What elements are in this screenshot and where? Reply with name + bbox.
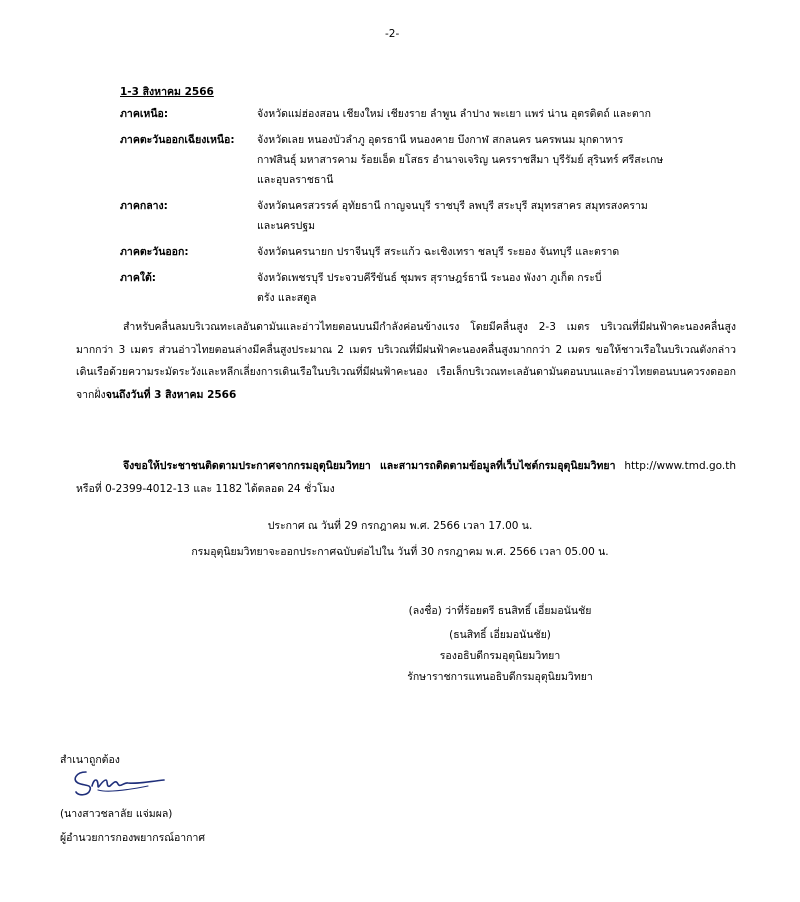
region-provinces-south-1: จังหวัดเพชรบุรี ประจวบคีรีขันธ์ ชุมพร สุราษฎร์ธานี ระนอง พังงา ภูเก็ต กระบี่ <box>257 272 602 284</box>
certified-position: ผู้อำนวยการกองพยากรณ์อากาศ <box>60 832 206 844</box>
region-name-central: ภาคกลาง: <box>120 200 168 212</box>
region-name-east: ภาคตะวันออก: <box>120 246 189 258</box>
region-name-north: ภาคเหนือ: <box>120 108 169 120</box>
follow-paragraph <box>76 455 736 500</box>
handwritten-signature <box>68 766 168 800</box>
region-name-south: ภาคใต้: <box>120 272 156 284</box>
signature-position-1: รองอธิบดีกรมอุตุนิยมวิทยา <box>439 650 561 662</box>
certified-name: (นางสาวชลาลัย แจ่มผล) <box>60 808 173 820</box>
signature-position-2: รักษาราชการแทนอธิบดีกรมอุตุนิยมวิทยา <box>407 671 593 683</box>
region-provinces-northeast-3: และอุบลราชธานี <box>257 174 334 186</box>
tmd-url-link[interactable]: http://www.tmd.go.th <box>624 460 736 472</box>
wave-paragraph <box>76 316 736 406</box>
region-provinces-northeast-2: กาฬสินธุ์ มหาสารคาม ร้อยเอ็ด ยโสธร อำนาจเจริญ นครราชสีมา บุรีรัมย์ สุรินทร์ ศรีสะเกษ <box>257 154 664 166</box>
certified-label: สำเนาถูกต้อง <box>60 754 120 766</box>
region-provinces-central-1: จังหวัดนครสวรรค์ อุทัยธานี กาญจนบุรี ราชบุรี ลพบุรี สระบุรี สมุทรสาคร สมุทรสงคราม <box>257 200 648 212</box>
follow-text: จึงขอให้ประชาชนติดตามประกาศจากกรมอุตุนิยมวิทยา และสามารถติดตามข้อมูลที่เว็บไซต์กรมอุตุนิยมวิทยา <box>123 460 616 472</box>
region-provinces-east: จังหวัดนครนายก ปราจีนบุรี สระแก้ว ฉะเชิงเทรา ชลบุรี ระยอง จันทบุรี และตราด <box>257 246 620 258</box>
announcement-date: ประกาศ ณ วันที่ 29 กรกฎาคม พ.ศ. 2566 เวลา 17.00 น. <box>267 520 533 532</box>
wave-date: จนถึงวันที่ 3 สิงหาคม 2566 <box>105 388 237 401</box>
region-name-northeast: ภาคตะวันออกเฉียงเหนือ: <box>120 134 235 146</box>
page-number: -2- <box>385 28 400 40</box>
region-provinces-south-2: ตรัง และสตูล <box>257 292 317 304</box>
signature-signed: (ลงชื่อ) ว่าที่ร้อยตรี ธนสิทธิ์ เอี่ยมอนันชัย <box>408 605 592 617</box>
date-heading: 1-3 สิงหาคม 2566 <box>120 86 214 98</box>
wave-text: สำหรับคลื่นลมบริเวณทะเลอันดามันและอ่าวไทยตอนบนมีกำลังค่อนข้างแรง โดยมีคลื่นสูง 2-3 เมตร บริเวณที่มีฝนฟ้าคะนองคลื่นสูงมากกว่า 3 เมตร ส่วนอ่าวไทยตอนล่างมีคลื่นสูงประมาณ 2 เมตร บริเวณที่มีฝนฟ้าคะนองคลื่นสูงมากกว่า 2 เมตร ขอให้ชาวเรือในบริเวณดังกล่าวเดินเรือด้วยความระมัดระวังและหลีกเลี่ยงการเดินเรือในบริเวณที่มีฝนฟ้าคะนอง เรือเล็กบริเวณทะเลอันดามันตอนบนและอ่าวไทยตอนบนควรงดออกจากฝั่ง <box>76 321 736 401</box>
next-announcement: กรมอุตุนิยมวิทยาจะออกประกาศฉบับต่อไปใน วันที่ 30 กรกฎาคม พ.ศ. 2566 เวลา 05.00 น. <box>191 546 609 558</box>
follow-contact: หรือที่ 0-2399-4012-13 และ 1182 ได้ตลอด 24 ชั่วโมง <box>76 482 335 495</box>
region-provinces-northeast-1: จังหวัดเลย หนองบัวลำภู อุดรธานี หนองคาย บึงกาฬ สกลนคร นครพนม มุกดาหาร <box>257 134 624 146</box>
region-provinces-north: จังหวัดแม่ฮ่องสอน เชียงใหม่ เชียงราย ลำพูน ลำปาง พะเยา แพร่ น่าน อุตรดิตถ์ และตาก <box>257 108 651 120</box>
region-provinces-central-2: และนครปฐม <box>257 220 316 232</box>
signature-name: (ธนสิทธิ์ เอี่ยมอนันชัย) <box>449 629 551 641</box>
